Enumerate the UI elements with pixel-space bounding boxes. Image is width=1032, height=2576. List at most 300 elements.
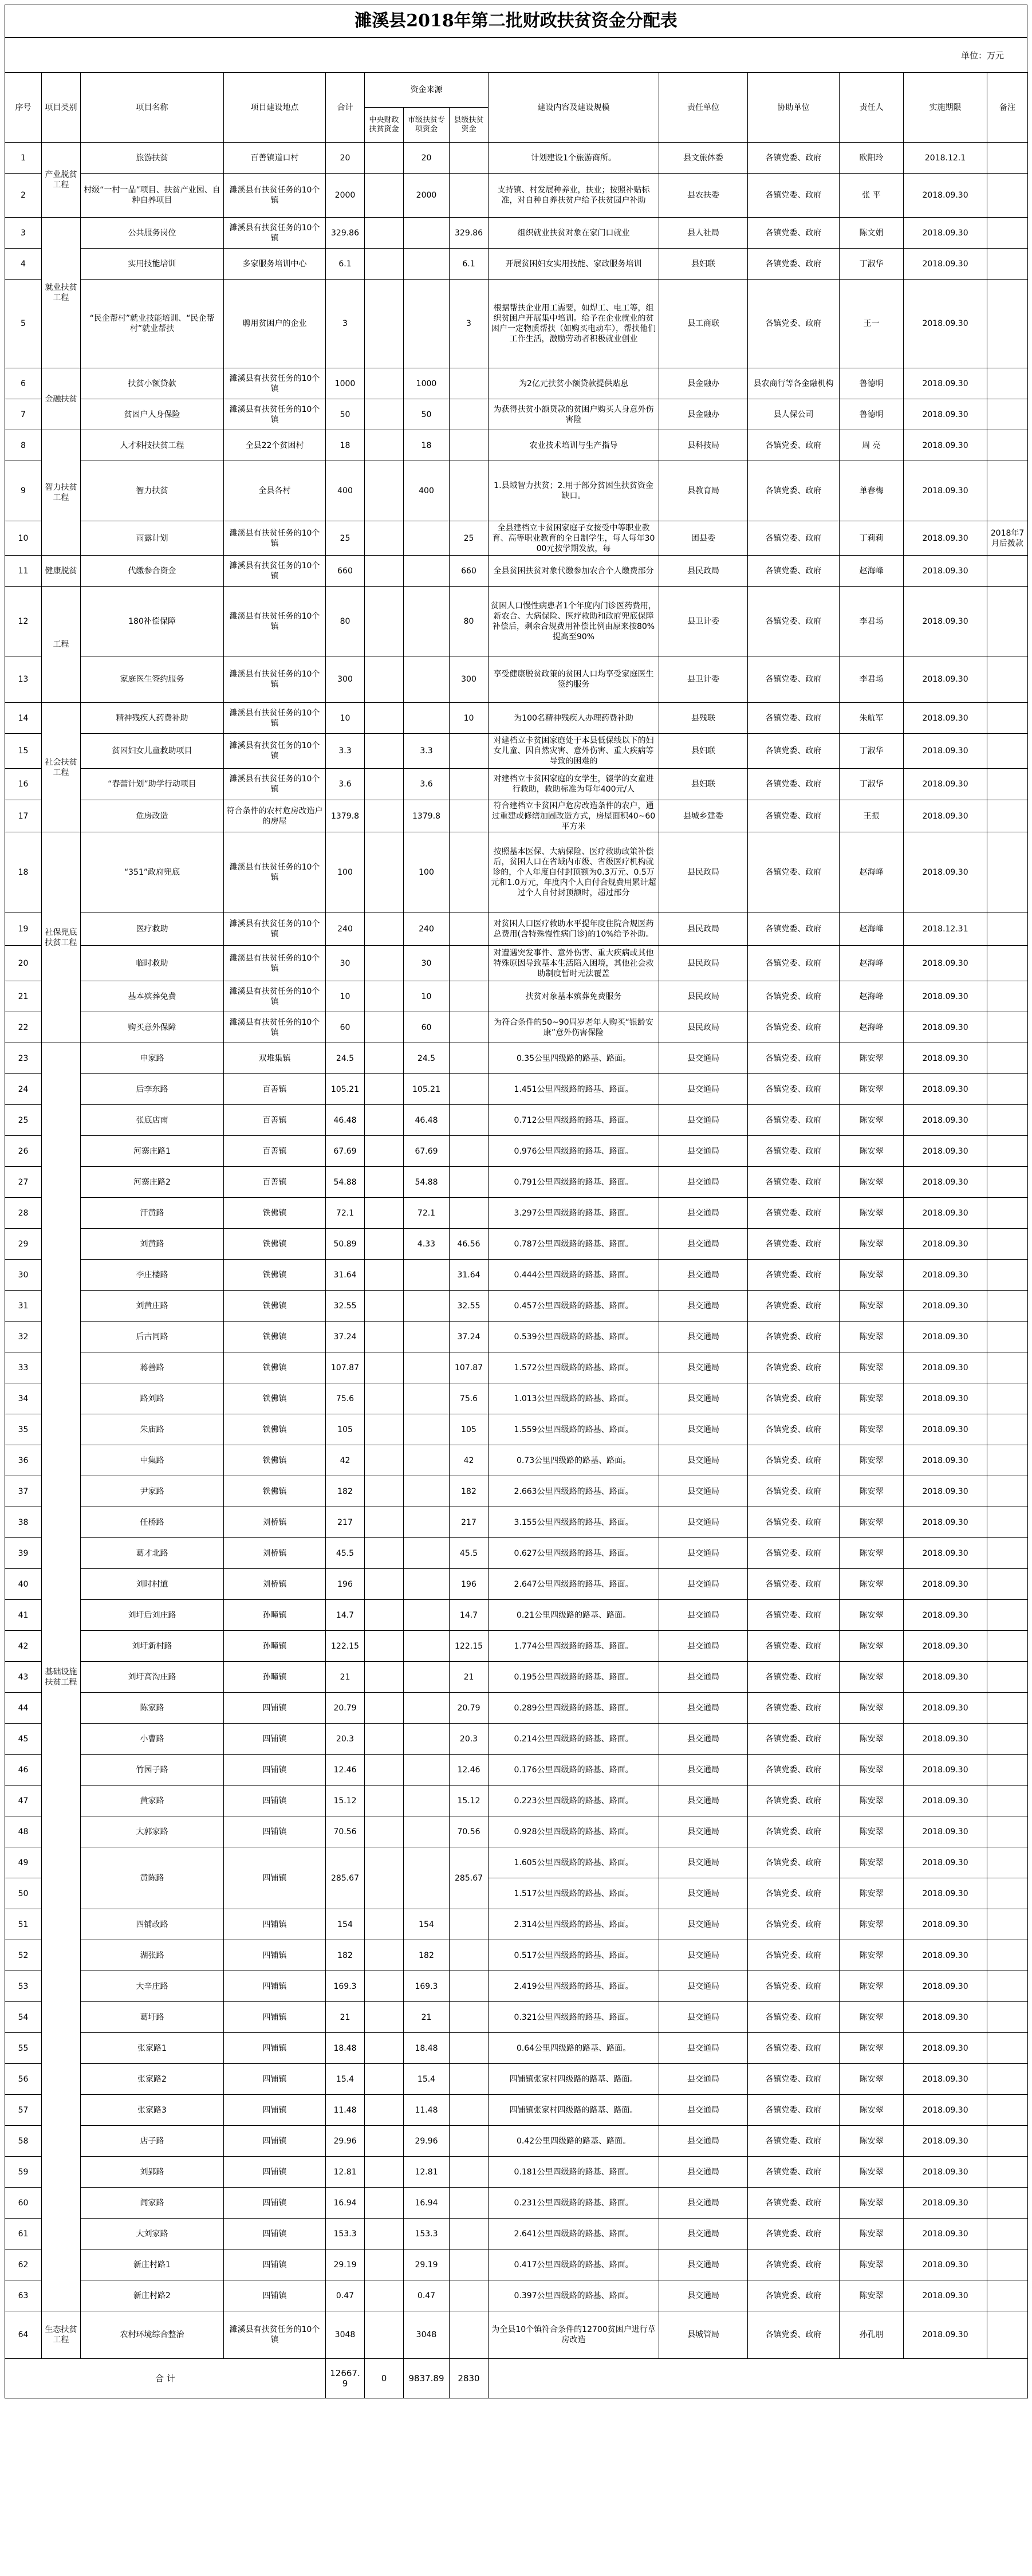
cell-unit: 县残联 xyxy=(659,703,748,734)
cell-county: 14.7 xyxy=(450,1600,489,1631)
cell-city xyxy=(404,1260,450,1291)
cell-deadline: 2018.09.30 xyxy=(904,656,987,703)
cell-location: 刘桥镇 xyxy=(224,1507,326,1538)
cell-person: 陈安翠 xyxy=(840,1476,904,1507)
cell-no: 31 xyxy=(5,1291,42,1322)
cell-total: 169.3 xyxy=(326,1971,365,2002)
cell-unit: 县城乡建委 xyxy=(659,800,748,832)
cell-total: 32.55 xyxy=(326,1291,365,1322)
cell-city xyxy=(404,1693,450,1724)
cell-content: 2.314公里四级路的路基、路面。 xyxy=(489,1909,659,1940)
cell-county xyxy=(450,174,489,218)
table-row xyxy=(5,2249,1028,2280)
cell-no: 29 xyxy=(5,1229,42,1260)
cell-no: 45 xyxy=(5,1724,42,1755)
cell-location: 四铺镇 xyxy=(224,2002,326,2033)
cell-location: 四铺镇 xyxy=(224,2219,326,2249)
cell-assist: 各镇党委、政府 xyxy=(748,249,840,280)
table-row xyxy=(5,1136,1028,1167)
table-row xyxy=(5,1476,1028,1507)
table-row xyxy=(5,703,1028,734)
table-row xyxy=(5,249,1028,280)
cell-person: 陈安翠 xyxy=(840,1538,904,1569)
cell-no: 7 xyxy=(5,399,42,430)
cell-remark xyxy=(987,1538,1028,1569)
cell-unit: 县教育局 xyxy=(659,461,748,521)
cell-assist: 各镇党委、政府 xyxy=(748,769,840,800)
cell-assist: 各镇党委、政府 xyxy=(748,2002,840,2033)
cell-assist: 各镇党委、政府 xyxy=(748,1693,840,1724)
cell-project-name: 路刘路 xyxy=(81,1383,224,1414)
cell-central xyxy=(365,1476,404,1507)
header-no: 序号 xyxy=(5,73,42,143)
cell-remark xyxy=(987,1260,1028,1291)
cell-content: 全县贫困扶贫对象代缴参加农合个人缴费部分 xyxy=(489,556,659,587)
cell-total: 15.4 xyxy=(326,2064,365,2095)
table-row xyxy=(5,1785,1028,1816)
header-central: 中央财政扶贫资金 xyxy=(365,108,404,143)
cell-central xyxy=(365,1909,404,1940)
cell-unit: 县交通局 xyxy=(659,2002,748,2033)
cell-no: 53 xyxy=(5,1971,42,2002)
cell-total: 50 xyxy=(326,399,365,430)
cell-remark xyxy=(987,1352,1028,1383)
cell-project-name: “春蕾计划”助学行动项目 xyxy=(81,769,224,800)
cell-deadline: 2018.09.30 xyxy=(904,734,987,769)
cell-unit: 县民政局 xyxy=(659,946,748,981)
cell-central xyxy=(365,143,404,174)
cell-total: 153.3 xyxy=(326,2219,365,2249)
cell-project-name: 新庄村路1 xyxy=(81,2249,224,2280)
cell-person: 陈安翠 xyxy=(840,2064,904,2095)
cell-remark xyxy=(987,1569,1028,1600)
cell-deadline: 2018.09.30 xyxy=(904,946,987,981)
cell-category: 生态扶贫工程 xyxy=(42,2311,81,2359)
cell-central xyxy=(365,1538,404,1569)
table-row xyxy=(5,1538,1028,1569)
cell-content: 0.444公里四级路的路基、路面。 xyxy=(489,1260,659,1291)
cell-total: 18 xyxy=(326,430,365,461)
cell-central xyxy=(365,800,404,832)
cell-city xyxy=(404,1291,450,1322)
cell-assist: 各镇党委、政府 xyxy=(748,800,840,832)
table-row xyxy=(5,913,1028,946)
cell-county xyxy=(450,2157,489,2188)
cell-county: 15.12 xyxy=(450,1785,489,1816)
cell-project-name: 大刘家路 xyxy=(81,2219,224,2249)
cell-central xyxy=(365,2188,404,2219)
cell-city: 3.6 xyxy=(404,769,450,800)
cell-content: 0.928公里四级路的路基、路面。 xyxy=(489,1816,659,1847)
cell-location: 铁佛镇 xyxy=(224,1260,326,1291)
cell-assist: 各镇党委、政府 xyxy=(748,461,840,521)
cell-project-name: 张家路1 xyxy=(81,2033,224,2064)
cell-remark xyxy=(987,1693,1028,1724)
cell-project-name: 后古同路 xyxy=(81,1322,224,1352)
cell-county: 182 xyxy=(450,1476,489,1507)
cell-city xyxy=(404,1322,450,1352)
cell-deadline: 2018.09.30 xyxy=(904,1631,987,1662)
cell-deadline: 2018.09.30 xyxy=(904,2002,987,2033)
cell-county xyxy=(450,1136,489,1167)
cell-person: 陈安翠 xyxy=(840,1074,904,1105)
cell-county: 20.3 xyxy=(450,1724,489,1755)
cell-city: 10 xyxy=(404,981,450,1012)
cell-person: 陈安翠 xyxy=(840,2126,904,2157)
cell-content: 1.013公里四级路的路基、路面。 xyxy=(489,1383,659,1414)
cell-deadline: 2018.09.30 xyxy=(904,1785,987,1816)
table-row xyxy=(5,1940,1028,1971)
cell-city xyxy=(404,1816,450,1847)
cell-remark xyxy=(987,1167,1028,1198)
cell-no: 10 xyxy=(5,521,42,556)
cell-city xyxy=(404,703,450,734)
cell-remark xyxy=(987,1414,1028,1445)
cell-remark xyxy=(987,1662,1028,1693)
cell-remark xyxy=(987,1940,1028,1971)
cell-total: 122.15 xyxy=(326,1631,365,1662)
cell-county: 25 xyxy=(450,521,489,556)
cell-county xyxy=(450,2311,489,2359)
cell-location: 全县各村 xyxy=(224,461,326,521)
cell-city xyxy=(404,1847,450,1909)
cell-unit: 县民政局 xyxy=(659,981,748,1012)
cell-person: 李君场 xyxy=(840,656,904,703)
cell-deadline: 2018.09.30 xyxy=(904,556,987,587)
cell-person: 陈安翠 xyxy=(840,1909,904,1940)
cell-unit: 县交通局 xyxy=(659,2249,748,2280)
cell-city xyxy=(404,1507,450,1538)
cell-content: 0.64公里四级路的路基、路面。 xyxy=(489,2033,659,2064)
cell-person: 陈安翠 xyxy=(840,1507,904,1538)
cell-unit: 县交通局 xyxy=(659,1847,748,1878)
cell-assist: 各镇党委、政府 xyxy=(748,2311,840,2359)
cell-unit: 县交通局 xyxy=(659,1074,748,1105)
cell-county: 20.79 xyxy=(450,1693,489,1724)
cell-person: 陈安翠 xyxy=(840,1043,904,1074)
cell-remark xyxy=(987,249,1028,280)
cell-county xyxy=(450,461,489,521)
cell-location: 濉溪县有扶贫任务的10个镇 xyxy=(224,946,326,981)
cell-city xyxy=(404,1538,450,1569)
cell-central xyxy=(365,1693,404,1724)
cell-central xyxy=(365,399,404,430)
cell-assist: 各镇党委、政府 xyxy=(748,1816,840,1847)
cell-central xyxy=(365,1414,404,1445)
cell-content: 全县建档立卡贫困家庭子女接受中等职业教育、高等职业教育的全日制学生，每人每年3000元按学期发放，每 xyxy=(489,521,659,556)
header-deadline: 实施期限 xyxy=(904,73,987,143)
cell-unit: 县卫计委 xyxy=(659,587,748,656)
cell-unit: 县科技局 xyxy=(659,430,748,461)
cell-city: 3048 xyxy=(404,2311,450,2359)
cell-project-name: 葛圩路 xyxy=(81,2002,224,2033)
cell-total: 67.69 xyxy=(326,1136,365,1167)
cell-county: 300 xyxy=(450,656,489,703)
cell-city: 154 xyxy=(404,1909,450,1940)
cell-total: 300 xyxy=(326,656,365,703)
cell-no: 5 xyxy=(5,280,42,368)
cell-county xyxy=(450,1105,489,1136)
cell-person: 陈安翠 xyxy=(840,1352,904,1383)
cell-no: 26 xyxy=(5,1136,42,1167)
table-row xyxy=(5,399,1028,430)
cell-central xyxy=(365,1043,404,1074)
cell-deadline: 2018.09.30 xyxy=(904,2311,987,2359)
cell-location: 濉溪县有扶贫任务的10个镇 xyxy=(224,218,326,249)
cell-person: 丁淑华 xyxy=(840,769,904,800)
cell-person: 丁淑华 xyxy=(840,249,904,280)
cell-project-name: 扶贫小额贷款 xyxy=(81,368,224,399)
cell-county xyxy=(450,734,489,769)
table-row xyxy=(5,2311,1028,2359)
cell-remark xyxy=(987,1291,1028,1322)
cell-no: 50 xyxy=(5,1878,42,1909)
cell-content: 0.976公里四级路的路基、路面。 xyxy=(489,1136,659,1167)
cell-location: 四铺镇 xyxy=(224,1724,326,1755)
cell-content: 对贫困人口医疗救助水平提年度住院合规医药总费用(含特殊慢性病门诊)的10%给予补助。 xyxy=(489,913,659,946)
cell-deadline: 2018.09.30 xyxy=(904,1105,987,1136)
cell-county: 80 xyxy=(450,587,489,656)
cell-content: 四铺镇张家村四级路的路基、路面。 xyxy=(489,2064,659,2095)
cell-location: 四铺镇 xyxy=(224,1909,326,1940)
cell-content: 0.231公里四级路的路基、路面。 xyxy=(489,2188,659,2219)
cell-no: 1 xyxy=(5,143,42,174)
cell-assist: 各镇党委、政府 xyxy=(748,1507,840,1538)
cell-person: 陈安翠 xyxy=(840,2280,904,2311)
table-row xyxy=(5,143,1028,174)
cell-project-name: 刘圩后刘庄路 xyxy=(81,1600,224,1631)
table-row xyxy=(5,1291,1028,1322)
header-total: 合计 xyxy=(326,73,365,143)
table-row xyxy=(5,800,1028,832)
cell-county: 285.67 xyxy=(450,1847,489,1909)
table-row xyxy=(5,1445,1028,1476)
cell-total: 10 xyxy=(326,981,365,1012)
cell-deadline: 2018.09.30 xyxy=(904,1816,987,1847)
cell-remark xyxy=(987,1785,1028,1816)
header-unit: 责任单位 xyxy=(659,73,748,143)
cell-county: 660 xyxy=(450,556,489,587)
cell-assist: 各镇党委、政府 xyxy=(748,1322,840,1352)
cell-county: 12.46 xyxy=(450,1755,489,1785)
table-row xyxy=(5,1229,1028,1260)
cell-unit: 县交通局 xyxy=(659,2126,748,2157)
cell-content: 1.517公里四级路的路基、路面。 xyxy=(489,1878,659,1909)
cell-remark xyxy=(987,2249,1028,2280)
cell-unit: 县交通局 xyxy=(659,2188,748,2219)
cell-person: 陈安翠 xyxy=(840,1816,904,1847)
cell-no: 13 xyxy=(5,656,42,703)
cell-deadline: 2018.09.30 xyxy=(904,218,987,249)
cell-city: 1000 xyxy=(404,368,450,399)
cell-person: 陈安翠 xyxy=(840,1322,904,1352)
cell-location: 四铺镇 xyxy=(224,1971,326,2002)
cell-no: 28 xyxy=(5,1198,42,1229)
cell-person: 鲁德明 xyxy=(840,399,904,430)
cell-city: 4.33 xyxy=(404,1229,450,1260)
cell-content: 1.451公里四级路的路基、路面。 xyxy=(489,1074,659,1105)
cell-project-name: 刘黄庄路 xyxy=(81,1291,224,1322)
cell-central xyxy=(365,1136,404,1167)
cell-county xyxy=(450,2249,489,2280)
cell-deadline: 2018.09.30 xyxy=(904,1693,987,1724)
cell-unit: 县交通局 xyxy=(659,1507,748,1538)
table-row xyxy=(5,769,1028,800)
cell-project-name: 河寨庄路2 xyxy=(81,1167,224,1198)
table-row xyxy=(5,1909,1028,1940)
cell-assist: 各镇党委、政府 xyxy=(748,2033,840,2064)
cell-county xyxy=(450,769,489,800)
cell-person: 赵海峰 xyxy=(840,832,904,913)
cell-central xyxy=(365,703,404,734)
cell-central xyxy=(365,2064,404,2095)
cell-content: 开展贫困妇女实用技能、家政服务培训 xyxy=(489,249,659,280)
cell-no: 23 xyxy=(5,1043,42,1074)
cell-content: 3.155公里四级路的路基、路面。 xyxy=(489,1507,659,1538)
cell-deadline: 2018.09.30 xyxy=(904,800,987,832)
cell-remark xyxy=(987,2311,1028,2359)
cell-deadline: 2018.09.30 xyxy=(904,1074,987,1105)
cell-content: 0.517公里四级路的路基、路面。 xyxy=(489,1940,659,1971)
cell-assist: 各镇党委、政府 xyxy=(748,2095,840,2126)
table-row xyxy=(5,1260,1028,1291)
cell-project-name: 尹家路 xyxy=(81,1476,224,1507)
cell-unit: 县民政局 xyxy=(659,556,748,587)
cell-no: 39 xyxy=(5,1538,42,1569)
cell-city: 72.1 xyxy=(404,1198,450,1229)
cell-location: 铁佛镇 xyxy=(224,1291,326,1322)
cell-city: 29.19 xyxy=(404,2249,450,2280)
table-row xyxy=(5,2002,1028,2033)
cell-central xyxy=(365,1198,404,1229)
cell-city: 105.21 xyxy=(404,1074,450,1105)
table-row xyxy=(5,2095,1028,2126)
cell-project-name: 新庄村路2 xyxy=(81,2280,224,2311)
cell-no: 19 xyxy=(5,913,42,946)
cell-assist: 各镇党委、政府 xyxy=(748,587,840,656)
cell-city: 16.94 xyxy=(404,2188,450,2219)
cell-city xyxy=(404,1352,450,1383)
cell-total: 11.48 xyxy=(326,2095,365,2126)
cell-county: 105 xyxy=(450,1414,489,1445)
cell-location: 四铺镇 xyxy=(224,1693,326,1724)
cell-content: 0.289公里四级路的路基、路面。 xyxy=(489,1693,659,1724)
cell-central xyxy=(365,1105,404,1136)
cell-content: 对建档立卡贫困家庭处于本县低保线以下的妇女儿童、因自然灾害、意外伤害、重大疾病等导致的困难的 xyxy=(489,734,659,769)
cell-content: 符合建档立卡贫困户危房改造条件的农户，通过重建或修缮加固改造方式，房屋面积40~60平方米 xyxy=(489,800,659,832)
cell-person: 陈安翠 xyxy=(840,1971,904,2002)
table-row xyxy=(5,1631,1028,1662)
cell-unit: 县交通局 xyxy=(659,2033,748,2064)
cell-project-name: “民企帮村”就业技能培训、“民企帮村”就业帮扶 xyxy=(81,280,224,368)
cell-county xyxy=(450,832,489,913)
cell-total: 3048 xyxy=(326,2311,365,2359)
cell-person: 陈安翠 xyxy=(840,1724,904,1755)
cell-assist: 各镇党委、政府 xyxy=(748,981,840,1012)
cell-county: 107.87 xyxy=(450,1352,489,1383)
cell-person: 丁莉莉 xyxy=(840,521,904,556)
cell-remark xyxy=(987,2280,1028,2311)
cell-no: 62 xyxy=(5,2249,42,2280)
cell-remark xyxy=(987,1198,1028,1229)
cell-content: 扶贫对象基本殡葬免费服务 xyxy=(489,981,659,1012)
cell-remark xyxy=(987,587,1028,656)
cell-person: 陈安翠 xyxy=(840,2002,904,2033)
cell-assist: 各镇党委、政府 xyxy=(748,832,840,913)
cell-person: 陈安翠 xyxy=(840,1755,904,1785)
cell-assist: 各镇党委、政府 xyxy=(748,218,840,249)
cell-assist: 各镇党委、政府 xyxy=(748,2157,840,2188)
cell-assist: 各镇党委、政府 xyxy=(748,521,840,556)
cell-remark xyxy=(987,1322,1028,1352)
cell-city: 50 xyxy=(404,399,450,430)
cell-total: 29.19 xyxy=(326,2249,365,2280)
cell-deadline: 2018.09.30 xyxy=(904,2157,987,2188)
table-row xyxy=(5,1569,1028,1600)
cell-remark xyxy=(987,2033,1028,2064)
cell-unit: 县交通局 xyxy=(659,1785,748,1816)
cell-no: 60 xyxy=(5,2188,42,2219)
cell-location: 濉溪县有扶贫任务的10个镇 xyxy=(224,656,326,703)
cell-content: 0.223公里四级路的路基、路面。 xyxy=(489,1785,659,1816)
cell-county xyxy=(450,368,489,399)
cell-city xyxy=(404,521,450,556)
cell-person: 陈安翠 xyxy=(840,1445,904,1476)
cell-central xyxy=(365,2219,404,2249)
cell-remark xyxy=(987,832,1028,913)
cell-county: 122.15 xyxy=(450,1631,489,1662)
cell-remark xyxy=(987,800,1028,832)
cell-unit: 县交通局 xyxy=(659,2064,748,2095)
cell-content: 四铺镇张家村四级路的路基、路面。 xyxy=(489,2095,659,2126)
cell-assist: 各镇党委、政府 xyxy=(748,1909,840,1940)
cell-person: 陈安翠 xyxy=(840,1291,904,1322)
cell-category: 基础设施扶贫工程 xyxy=(42,1043,81,2311)
cell-county xyxy=(450,430,489,461)
cell-project-name: 湖张路 xyxy=(81,1940,224,1971)
cell-total: 3.6 xyxy=(326,769,365,800)
cell-deadline: 2018.09.30 xyxy=(904,2126,987,2157)
cell-central xyxy=(365,1352,404,1383)
cell-project-name: 公共服务岗位 xyxy=(81,218,224,249)
cell-location: 百善镇 xyxy=(224,1167,326,1198)
cell-unit: 县交通局 xyxy=(659,1383,748,1414)
table-row xyxy=(5,368,1028,399)
cell-city: 46.48 xyxy=(404,1105,450,1136)
cell-remark xyxy=(987,769,1028,800)
cell-no: 52 xyxy=(5,1940,42,1971)
cell-unit: 县交通局 xyxy=(659,1198,748,1229)
cell-central xyxy=(365,1631,404,1662)
cell-central xyxy=(365,1755,404,1785)
cell-person: 陈安翠 xyxy=(840,1105,904,1136)
cell-location: 濉溪县有扶贫任务的10个镇 xyxy=(224,556,326,587)
cell-deadline: 2018.09.30 xyxy=(904,1538,987,1569)
cell-person: 赵海峰 xyxy=(840,981,904,1012)
cell-city: 11.48 xyxy=(404,2095,450,2126)
cell-deadline: 2018.09.30 xyxy=(904,1291,987,1322)
cell-person: 陈安翠 xyxy=(840,1136,904,1167)
cell-no: 49 xyxy=(5,1847,42,1878)
cell-no: 43 xyxy=(5,1662,42,1693)
cell-deadline: 2018.09.30 xyxy=(904,1847,987,1878)
table-row xyxy=(5,2219,1028,2249)
table-row xyxy=(5,2033,1028,2064)
cell-central xyxy=(365,1569,404,1600)
cell-total: 12.81 xyxy=(326,2157,365,2188)
cell-county xyxy=(450,2095,489,2126)
cell-county xyxy=(450,2219,489,2249)
